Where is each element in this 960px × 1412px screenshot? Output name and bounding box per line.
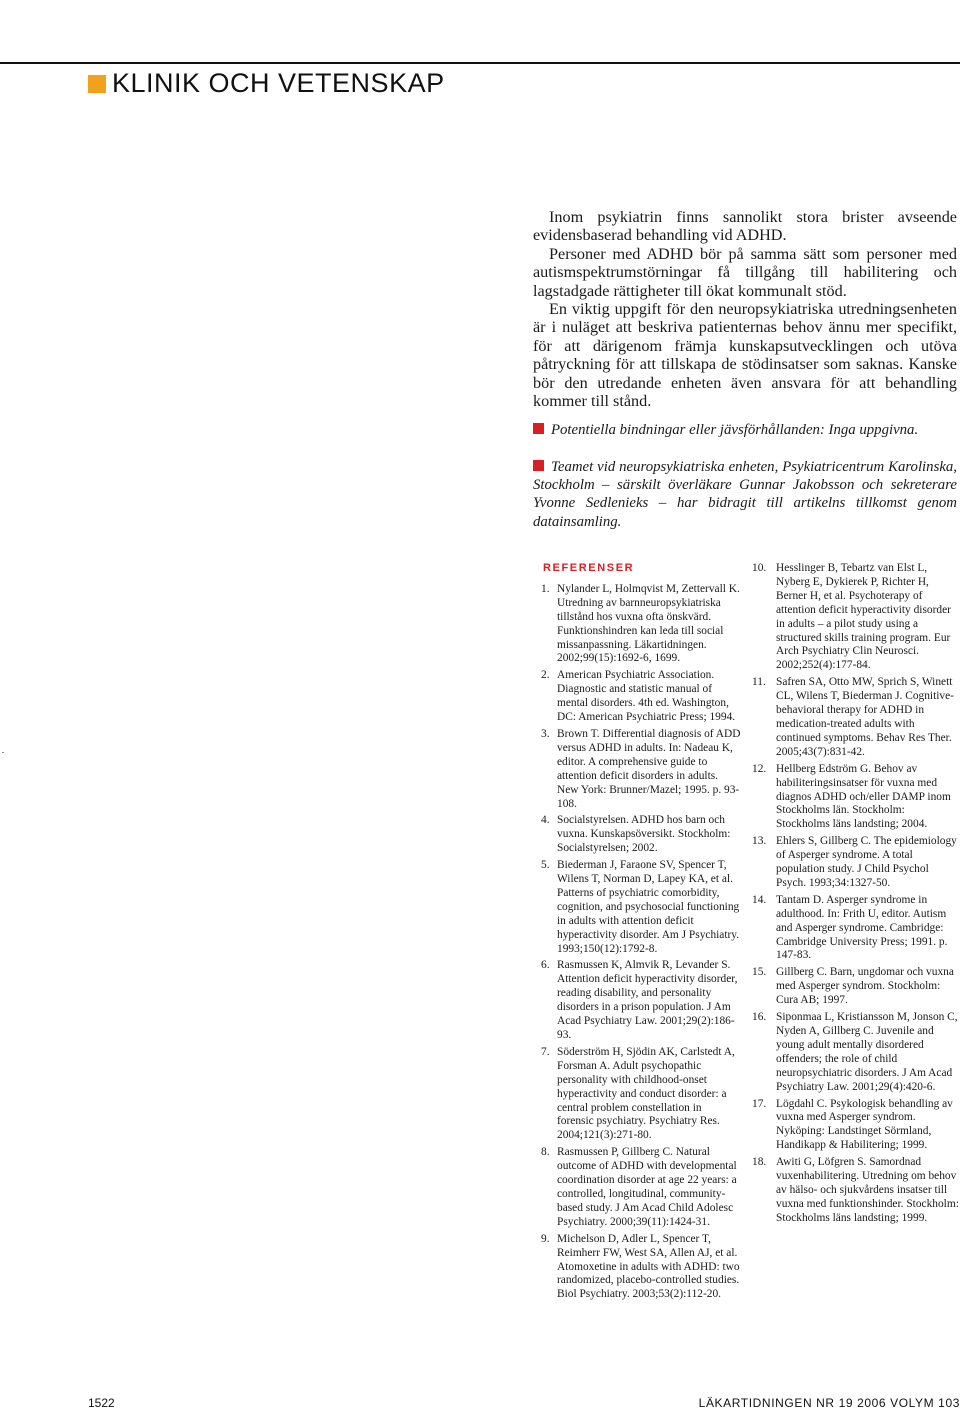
reference-text: Söderström H, Sjödin AK, Carlstedt A, Forsman A. Adult psychopathic personality with childhood-onset hyperactivity and conduct disorder: a central problem constellation in forensic psychiatry. Psychiatry Res. 2004;121(3):271-80. — [557, 1045, 735, 1142]
reference-item — [541, 959, 741, 1042]
reference-text: Biederman J, Faraone SV, Spencer T, Wilens T, Norman D, Lapey KA, et al. Patterns of psychiatric comorbidity, cognition, and psychosocial functioning in adults with attention deficit hyperactivity disorder. Am J Psychiatry. 1993;150(12):1792-8. — [557, 859, 740, 955]
reference-item — [541, 583, 741, 666]
reference-item — [752, 835, 960, 891]
section-header — [88, 70, 445, 97]
reference-number: 12. — [752, 762, 767, 775]
reference-text: Ehlers S, Gillberg C. The epidemiology of Asperger syndrome. A total population study. J Child Psychol Psych. 1993;34:1327-50. — [776, 835, 957, 889]
reference-item — [752, 894, 960, 964]
reference-number: 2. — [541, 669, 550, 682]
reference-item — [541, 859, 741, 956]
reference-text: Lögdahl C. Psykologisk behandling av vuxna med Asperger syndrom. Nyköping: Landstinget Sörmland, Handikapp & Habilitering; 1999. — [776, 1097, 953, 1152]
reference-text: Hesslinger B, Tebartz van Elst L, Nyberg E, Dykierek P, Richter H, Berner H, et al. Psychoterapy of attention deficit hyperactivity disorder in adults – a pilot study using a structured skills training program. Eur Arch Psychiatry Clin Neurosci. 2002;252(4):177-84. — [776, 562, 951, 672]
reference-item — [752, 562, 960, 673]
reference-item — [541, 1233, 741, 1303]
reference-number: 8. — [541, 1146, 550, 1159]
reference-item — [541, 669, 741, 725]
body-paragraph: Inom psykiatrin finns sannolikt stora brister avseende evidensbaserad behandling vid ADHD. — [533, 208, 957, 245]
reference-number: 4. — [541, 814, 550, 827]
reference-number: 5. — [541, 859, 550, 872]
reference-item — [752, 676, 960, 759]
reference-number: 11. — [752, 676, 766, 689]
body-paragraph: Personer med ADHD bör på samma sätt som personer med autismspektrumstörningar få tillgång till habilitering och lagstadgade rättigheter till ökat kommunalt stöd. — [533, 244, 957, 300]
reference-number: 9. — [541, 1232, 550, 1245]
reference-item — [752, 966, 960, 1008]
reference-item — [752, 1098, 960, 1154]
reference-number: 7. — [541, 1045, 550, 1058]
references-heading: REFERENSER — [543, 562, 635, 574]
reference-text: Awiti G, Löfgren S. Samordnad vuxenhabilitering. Utredning om behov av hälso- och sjukvårdens insatser till vuxna med funktionshinder. Stockholm: Stockholms läns landsting; 1999. — [776, 1156, 959, 1224]
reference-item — [541, 728, 741, 811]
note-text: Potentiella bindningar eller jävsförhållanden: Inga uppgivna. — [551, 422, 919, 438]
reference-text: Rasmussen P, Gillberg C. Natural outcome of ADHD with developmental coordination disorder at age 22 years: a controlled, longitudinal, community-based study. J Am Acad Child Adolesc Psychiatry. 2000;39(11):1424-31. — [557, 1146, 737, 1228]
reference-text: Tantam D. Asperger syndrome in adulthood. In: Frith U, editor. Autism and Asperger syndrome. Cambridge: Cambridge University Press; 1991. p. 147-83. — [776, 893, 948, 962]
reference-text: American Psychiatric Association. Diagnostic and statistic manual of mental disorders. 4th ed. Washington, DC: American Psychiatric Press; 1994. — [557, 669, 736, 724]
red-square-icon — [533, 423, 544, 434]
section-title: KLINIK OCH VETENSKAP — [112, 68, 445, 98]
reference-item — [752, 1011, 960, 1094]
margin-mark — [2, 752, 4, 753]
reference-text: Nylander L, Holmqvist M, Zettervall K. Utredning av barnneuropsykiatriska tillstånd hos vuxna ofta önskvärd. Funktionshindren kan leda till social missanpassning. Läkartidningen. 2002;99(15):1692-6, 1699. — [557, 582, 740, 665]
reference-number: 16. — [752, 1011, 767, 1024]
reference-text: Brown T. Differential diagnosis of ADD versus ADHD in adults. In: Nadeau K, editor. A comprehensive guide to attention deficit disorders in adults. New York: Brunner/Mazel; 1995. p. 93-108. — [557, 727, 741, 810]
red-square-icon — [533, 460, 544, 471]
top-rule — [0, 62, 960, 64]
reference-text: Siponmaa L, Kristiansson M, Jonson C, Nyden A, Gillberg C. Juvenile and young adult mentally disordered offenders; the role of child neuropsychiatric disorders. J Am Acad Psychiatry Law. 2001;29(4):420-6. — [776, 1011, 958, 1093]
reference-text: Socialstyrelsen. ADHD hos barn och vuxna. Kunskapsöversikt. Stockholm: Socialstyrelsen; 2002. — [557, 814, 731, 855]
reference-item — [752, 763, 960, 833]
reference-text: Hellberg Edström G. Behov av habiliteringsinsatser för vuxna med diagnos ADHD och/eller DAMP inom Stockholms län. Stockholm: Stockholms läns landsting; 2004. — [776, 762, 951, 831]
reference-number: 15. — [752, 966, 767, 979]
references-column-1 — [541, 562, 741, 1305]
reference-text: Safren SA, Otto MW, Sprich S, Winett CL, Wilens T, Biederman J. Cognitive-behavioral therapy for ADHD in medication-treated adults with continued symptoms. Behav Res Ther. 2005;43(7):831-42. — [776, 676, 954, 758]
reference-item — [541, 1146, 741, 1229]
reference-number: 3. — [541, 727, 550, 740]
article-body — [533, 208, 957, 410]
reference-item — [541, 1046, 741, 1143]
reference-number: 10. — [752, 562, 767, 574]
reference-number: 14. — [752, 893, 767, 906]
section-square-icon — [88, 75, 106, 93]
reference-number: 17. — [752, 1097, 767, 1110]
reference-number: 18. — [752, 1156, 767, 1169]
reference-number: 6. — [541, 959, 550, 972]
acknowledgement-note — [533, 458, 957, 531]
conflict-of-interest-note — [533, 421, 957, 439]
reference-text: Michelson D, Adler L, Spencer T, Reimherr FW, West SA, Allen AJ, et al. Atomoxetine in adults with ADHD: two randomized, placebo-controlled studies. Biol Psychiatry. 2003;53(2):112-20. — [557, 1232, 740, 1301]
reference-text: Rasmussen K, Almvik R, Levander S. Attention deficit hyperactivity disorder, reading disability, and personality disorders in a prison population. J Am Acad Psychiatry Law. 2001;29(2):186-93. — [557, 959, 738, 1041]
reference-item — [541, 814, 741, 856]
reference-number: 1. — [541, 582, 550, 595]
reference-number: 13. — [752, 835, 767, 848]
journal-footer: LÄKARTIDNINGEN NR 19 2006 VOLYM 103 — [698, 1396, 960, 1410]
body-paragraph: En viktig uppgift för den neuropsykiatriska utredningsenheten är i nuläget att beskriva patienternas behov ännu mer specifikt, för att därigenom främja kunskapsutvecklingen och utöva påtryckning för att tillskapa de stödinsatser som saknas. Kanske bör den utredande enheten även ansvara för att behandling kommer till stånd. — [533, 300, 957, 411]
reference-text: Gillberg C. Barn, ungdomar och vuxna med Asperger syndrom. Stockholm: Cura AB; 1997. — [776, 966, 954, 1007]
note-text: Teamet vid neuropsykiatriska enheten, Psykiatricentrum Karolinska, Stockholm – särskilt överläkare Gunnar Jakobsson och sekreterare Yvonne Sedlenieks – har bidragit till artikelns tillkomst genom datainsamling. — [533, 459, 957, 530]
page-number: 1522 — [88, 1396, 115, 1410]
references-column-2 — [752, 562, 960, 1229]
reference-item — [752, 1156, 960, 1226]
